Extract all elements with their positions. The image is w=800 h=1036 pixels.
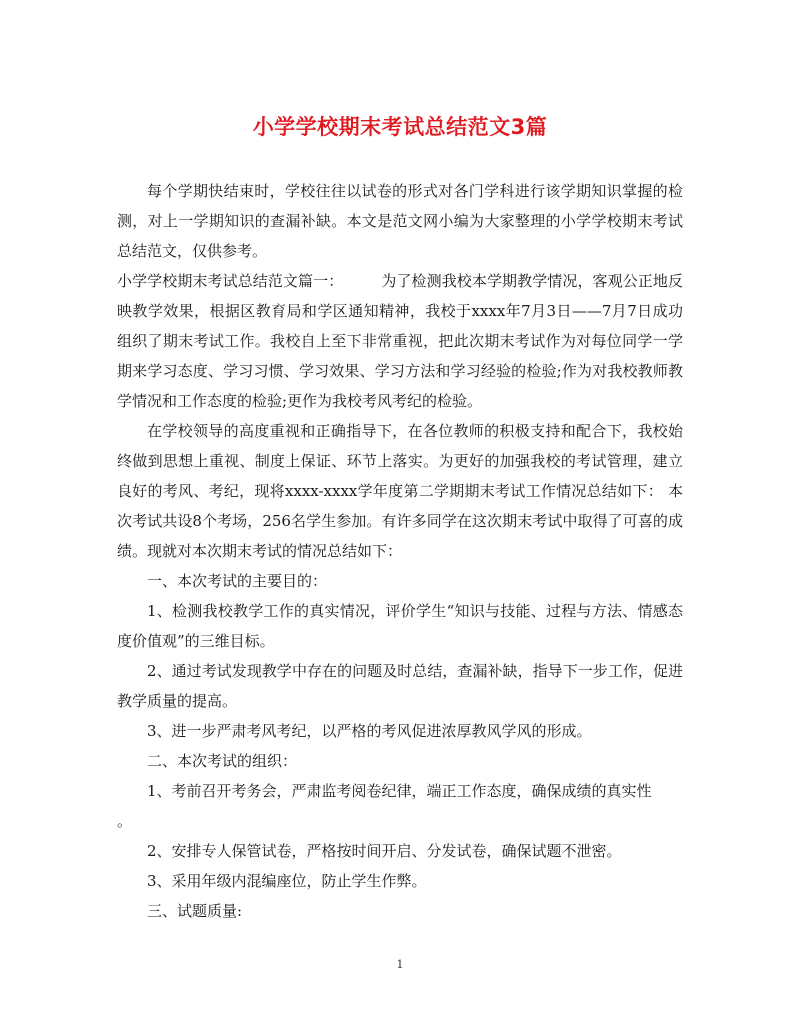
section-one-heading: 小学学校期末考试总结范文篇一：	[117, 272, 344, 290]
purpose-item-2: 2、通过考试发现教学中存在的问题及时总结，查漏补缺，指导下一步工作，促进教学质量的提高。	[117, 662, 683, 710]
organization-item-1	[117, 776, 683, 836]
purpose-item-3: 3、进一步严肃考风考纪，以严格的考风促进浓厚教风学风的形成。	[147, 722, 592, 740]
heading-organization: 二、本次考试的组织：	[147, 752, 298, 770]
organization-item-1-period: 。	[117, 812, 133, 830]
document-title: 小学学校期末考试总结范文3篇	[252, 115, 548, 139]
document-body	[117, 176, 683, 926]
organization-item-3: 3、采用年级内混编座位，防止学生作弊。	[147, 872, 427, 890]
section-one-text: 为了检测我校本学期教学情况，客观公正地反映教学效果，根据区教育局和学区通知精神，我校于xxxx年7月3日——7月7日成功组织了期末考试工作。我校自上至下非常重视，把此次期末考试作为对每位同学一学期来学习态度、学习习惯、学习效果、学习方法和学习经验的检验;作为对我校教师教学情况和工作态度的检验;更作为我校考风考纪的检验。	[117, 272, 683, 410]
heading-quality: 三、试题质量:	[147, 902, 243, 920]
section-one-paragraph	[117, 266, 683, 416]
organization-item-2: 2、安排专人保管试卷，严格按时间开启、分发试卷，确保试题不泄密。	[147, 842, 622, 860]
organization-item-1-text: 1、考前召开考务会，严肃监考阅卷纪律，端正工作态度，确保成绩的真实性	[147, 782, 652, 800]
leadership-paragraph: 在学校领导的高度重视和正确指导下，在各位教师的积极支持和配合下，我校始终做到思想上重视、制度上保证、环节上落实。为更好的加强我校的考试管理，建立良好的考风、考纪，现将xxxx-xxxx学年度第二学期期末考试工作情况总结如下： 本次考试共设8个考场，256名学生参加。有许多同学在这次期末考试中取得了可喜的成绩。现就对本次期末考试的情况总结如下：	[117, 422, 683, 560]
page-number: 1	[396, 958, 404, 971]
intro-paragraph: 每个学期快结束时，学校往往以试卷的形式对各门学科进行该学期知识掌握的检测，对上一学期知识的查漏补缺。本文是范文网小编为大家整理的小学学校期末考试总结范文，仅供参考。	[117, 182, 683, 260]
heading-purpose: 一、本次考试的主要目的：	[147, 572, 328, 590]
purpose-item-1: 1、检测我校教学工作的真实情况，评价学生“知识与技能、过程与方法、情感态度价值观”的三维目标。	[117, 602, 683, 650]
